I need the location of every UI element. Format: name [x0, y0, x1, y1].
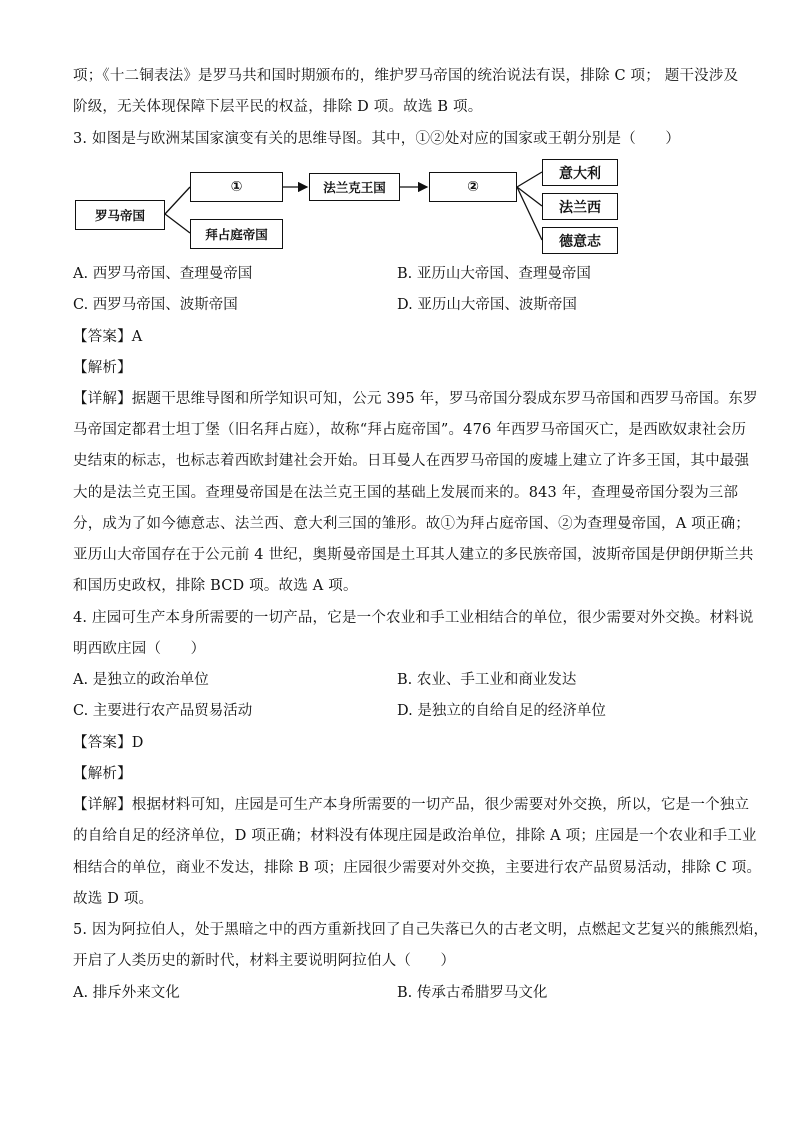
- q3-option-b: B. 亚历山大帝国、查理曼帝国: [397, 266, 591, 282]
- q3-option-d: D. 亚历山大帝国、波斯帝国: [397, 297, 577, 313]
- q4-detail-line: 相结合的单位，商业不发达，排除 B 项；庄园很少需要对外交换，主要进行农产品贸易活动，排除 C 项。: [73, 860, 762, 876]
- question-4-stem: 4. 庄园可生产本身所需要的一切产品，它是一个农业和手工业相结合的单位，很少需要对外交换。材料说: [73, 610, 754, 626]
- q5-option-a: A. 排斥外来文化: [73, 985, 180, 1001]
- q5-option-b: B. 传承古希腊罗马文化: [397, 985, 548, 1001]
- q3-option-a: A. 西罗马帝国、查理曼帝国: [73, 266, 253, 282]
- node-italy: 意大利: [542, 159, 618, 186]
- node-germany: 德意志: [542, 227, 618, 254]
- q3-detail-line: 和国历史政权，排除 BCD 项。故选 A 项。: [73, 578, 358, 594]
- q3-answer: 【答案】A: [73, 329, 143, 345]
- q4-option-a: A. 是独立的政治单位: [73, 672, 209, 688]
- q3-detail-line: 大的是法兰克王国。查理曼帝国是在法兰克王国的基础上发展而来的。843 年，查理曼帝国分裂为三部: [73, 485, 739, 501]
- question-5-stem: 5. 因为阿拉伯人，处于黑暗之中的西方重新找回了自己失落已久的古老文明，点燃起文艺复兴的熊熊烈焰，: [73, 922, 769, 938]
- q4-detail-line: 的自给自足的经济单位，D 项正确；材料没有体现庄园是政治单位，排除 A 项；庄园是一个农业和手工业: [73, 828, 757, 844]
- node-blank-2: ②: [429, 172, 517, 202]
- node-frankish-kingdom: 法兰克王国: [309, 173, 400, 201]
- q3-analysis-label: 【解析】: [73, 360, 132, 376]
- q4-option-b: B. 农业、手工业和商业发达: [397, 672, 577, 688]
- node-byzantine-empire: 拜占庭帝国: [190, 219, 283, 249]
- question-4-stem: 明西欧庄园（ ）: [73, 641, 206, 657]
- q4-answer: 【答案】D: [73, 735, 144, 751]
- q4-detail-line: 【详解】根据材料可知，庄园是可生产本身所需要的一切产品，很少需要对外交换，所以，它是一个独立: [73, 797, 750, 813]
- q3-detail-line: 分，成为了如今德意志、法兰西、意大利三国的雏形。故①为拜占庭帝国、②为查理曼帝国，A 项正确；: [73, 516, 750, 532]
- q3-detail-line: 【详解】据题干思维导图和所学知识可知，公元 395 年，罗马帝国分裂成东罗马帝国和西罗马帝国。东罗: [73, 391, 758, 407]
- question-5-stem: 开启了人类历史的新时代，材料主要说明阿拉伯人（ ）: [73, 953, 456, 969]
- q4-option-c: C. 主要进行农产品贸易活动: [73, 703, 253, 719]
- q4-detail-line: 故选 D 项。: [73, 891, 154, 907]
- q3-option-c: C. 西罗马帝国、波斯帝国: [73, 297, 238, 313]
- paragraph-line: 项；《十二铜表法》是罗马共和国时期颁布的，维护罗马帝国的统治说法有误，排除 C 项； 题干没涉及: [73, 68, 739, 84]
- q3-detail-line: 马帝国定都君士坦丁堡（旧名拜占庭），故称“拜占庭帝国”。476 年西罗马帝国灭亡，是西欧奴隶社会历: [73, 422, 747, 438]
- paragraph-line: 阶级，无关体现保障下层平民的权益，排除 D 项。故选 B 项。: [73, 99, 483, 115]
- q4-analysis-label: 【解析】: [73, 766, 132, 782]
- node-roman-empire: 罗马帝国: [75, 200, 165, 230]
- q4-option-d: D. 是独立的自给自足的经济单位: [397, 703, 606, 719]
- question-3-stem: 3. 如图是与欧洲某国家演变有关的思维导图。其中，①②处对应的国家或王朝分别是（ ）: [73, 131, 681, 147]
- node-france: 法兰西: [542, 193, 618, 220]
- q3-detail-line: 亚历山大帝国存在于公元前 4 世纪，奥斯曼帝国是土耳其人建立的多民族帝国，波斯帝国是伊朗伊斯兰共: [73, 547, 754, 563]
- node-blank-1: ①: [190, 172, 283, 202]
- q3-detail-line: 史结束的标志，也标志着西欧封建社会开始。日耳曼人在西罗马帝国的废墟上建立了许多王国，其中最强: [73, 453, 750, 469]
